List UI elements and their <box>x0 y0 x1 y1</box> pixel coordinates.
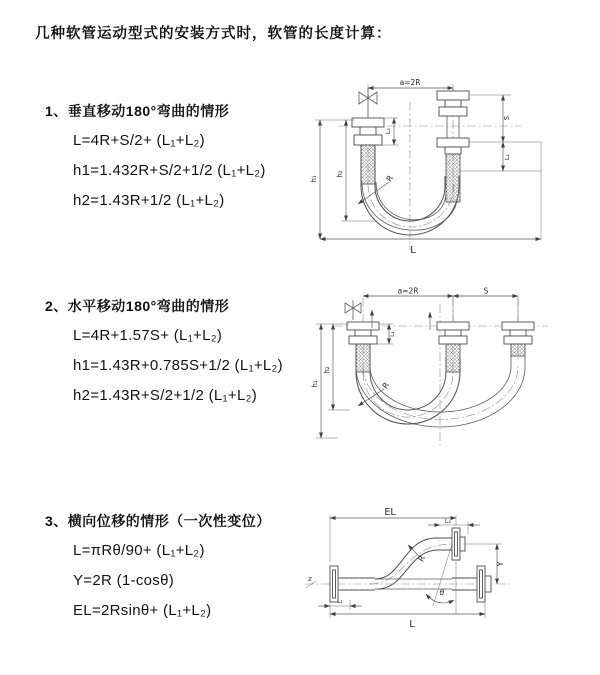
dim-l1-left-label: L₁ <box>384 127 392 135</box>
dim-l1-label: L₁ <box>389 331 396 337</box>
formula-L: L=πRθ/90+ (L₁+L₂) <box>73 542 205 559</box>
radius-label: R <box>380 380 392 391</box>
dim-h1-label: h₁ <box>310 175 318 183</box>
dim-a2r-label: a=2R <box>397 286 419 296</box>
radius-leader <box>408 545 427 563</box>
left-flange <box>330 566 375 602</box>
left-pipe-flange <box>352 118 384 184</box>
dim-h2-label: h₂ <box>336 170 344 178</box>
right-pipe-flange <box>502 322 534 356</box>
dim-h1-label: h₁ <box>311 380 319 388</box>
braided-hose-section <box>361 145 375 184</box>
section-3-heading: 3、横向位移的情形（一次性变位） <box>45 513 271 529</box>
dim-l-bottom <box>320 239 541 256</box>
formula-Y: Y=2R (1-cosθ) <box>73 572 175 589</box>
right-lower-flange <box>477 566 491 602</box>
diagram-vertical-180 <box>303 76 568 256</box>
dim-el-label: EL <box>384 507 396 518</box>
section-2-formulas <box>73 321 325 411</box>
radius-label: R <box>384 173 396 184</box>
section-1-heading: 1、垂直移动180°弯曲的情形 <box>45 103 230 119</box>
section-3-formulas <box>73 536 325 626</box>
valve-icon <box>345 300 361 320</box>
braided-hose-section <box>356 344 370 372</box>
left-pipe-flange <box>347 322 379 372</box>
section-2-heading: 2、水平移动180°弯曲的情形 <box>45 298 230 314</box>
dim-s-label: S <box>483 286 489 296</box>
section-1 <box>45 100 325 216</box>
dim-h2-label: h₂ <box>323 366 331 374</box>
s-curve-hose <box>370 538 452 589</box>
formula-h2: h2=1.43R+S/2+1/2 (L₁+L₂) <box>73 387 258 404</box>
dim-l1-right-label: L₁ <box>503 153 511 161</box>
valve-icon <box>359 88 377 118</box>
right-pipe-flange <box>437 91 469 202</box>
page-title: 几种软管运动型式的安装方式时，软管的长度计算： <box>35 26 392 42</box>
formula-L: L=4R+S/2+ (L₁+L₂) <box>73 132 205 149</box>
formula-L: L=4R+1.57S+ (L₁+L₂) <box>73 327 223 344</box>
axis-mark <box>306 575 316 588</box>
formula-h1: h1=1.43R+0.785S+1/2 (L₁+L₂) <box>73 357 283 374</box>
braided-hose-section <box>446 154 460 202</box>
braided-hose-section <box>511 344 525 356</box>
angle-theta-label: θ <box>439 588 445 597</box>
braided-hose-section <box>446 344 460 372</box>
dim-a2r-s <box>363 287 518 323</box>
dim-l2-label: L₂ <box>444 517 452 525</box>
section-2 <box>45 295 325 411</box>
diagram-horizontal-180 <box>308 286 598 458</box>
dim-l-label: L <box>409 619 415 630</box>
dim-h1-h2 <box>311 324 350 438</box>
dim-l1-label: L₁ <box>337 598 343 605</box>
dim-s-label: S <box>503 115 511 121</box>
formula-h1: h1=1.432R+S/2+1/2 (L₁+L₂) <box>73 162 266 179</box>
dim-y-label: Y <box>496 561 505 567</box>
section-1-formulas <box>73 126 325 216</box>
formula-EL: EL=2Rsinθ+ (L₁+L₂) <box>73 602 212 619</box>
section-3 <box>45 510 325 626</box>
dim-l-label: L <box>410 245 416 256</box>
dim-a2r <box>368 78 453 91</box>
dim-l1 <box>318 598 362 610</box>
middle-pipe-flange <box>437 322 469 372</box>
radius-label: R <box>416 554 428 564</box>
formula-h2: h2=1.43R+1/2 (L₁+L₂) <box>73 192 225 209</box>
dim-l1 <box>377 324 396 344</box>
dim-a2r-label: a=2R <box>399 78 421 87</box>
dim-s-l1-right <box>460 95 541 239</box>
diagram-lateral-displacement <box>300 502 600 632</box>
axis-mark-label: z <box>308 575 312 583</box>
dim-el <box>330 507 456 562</box>
